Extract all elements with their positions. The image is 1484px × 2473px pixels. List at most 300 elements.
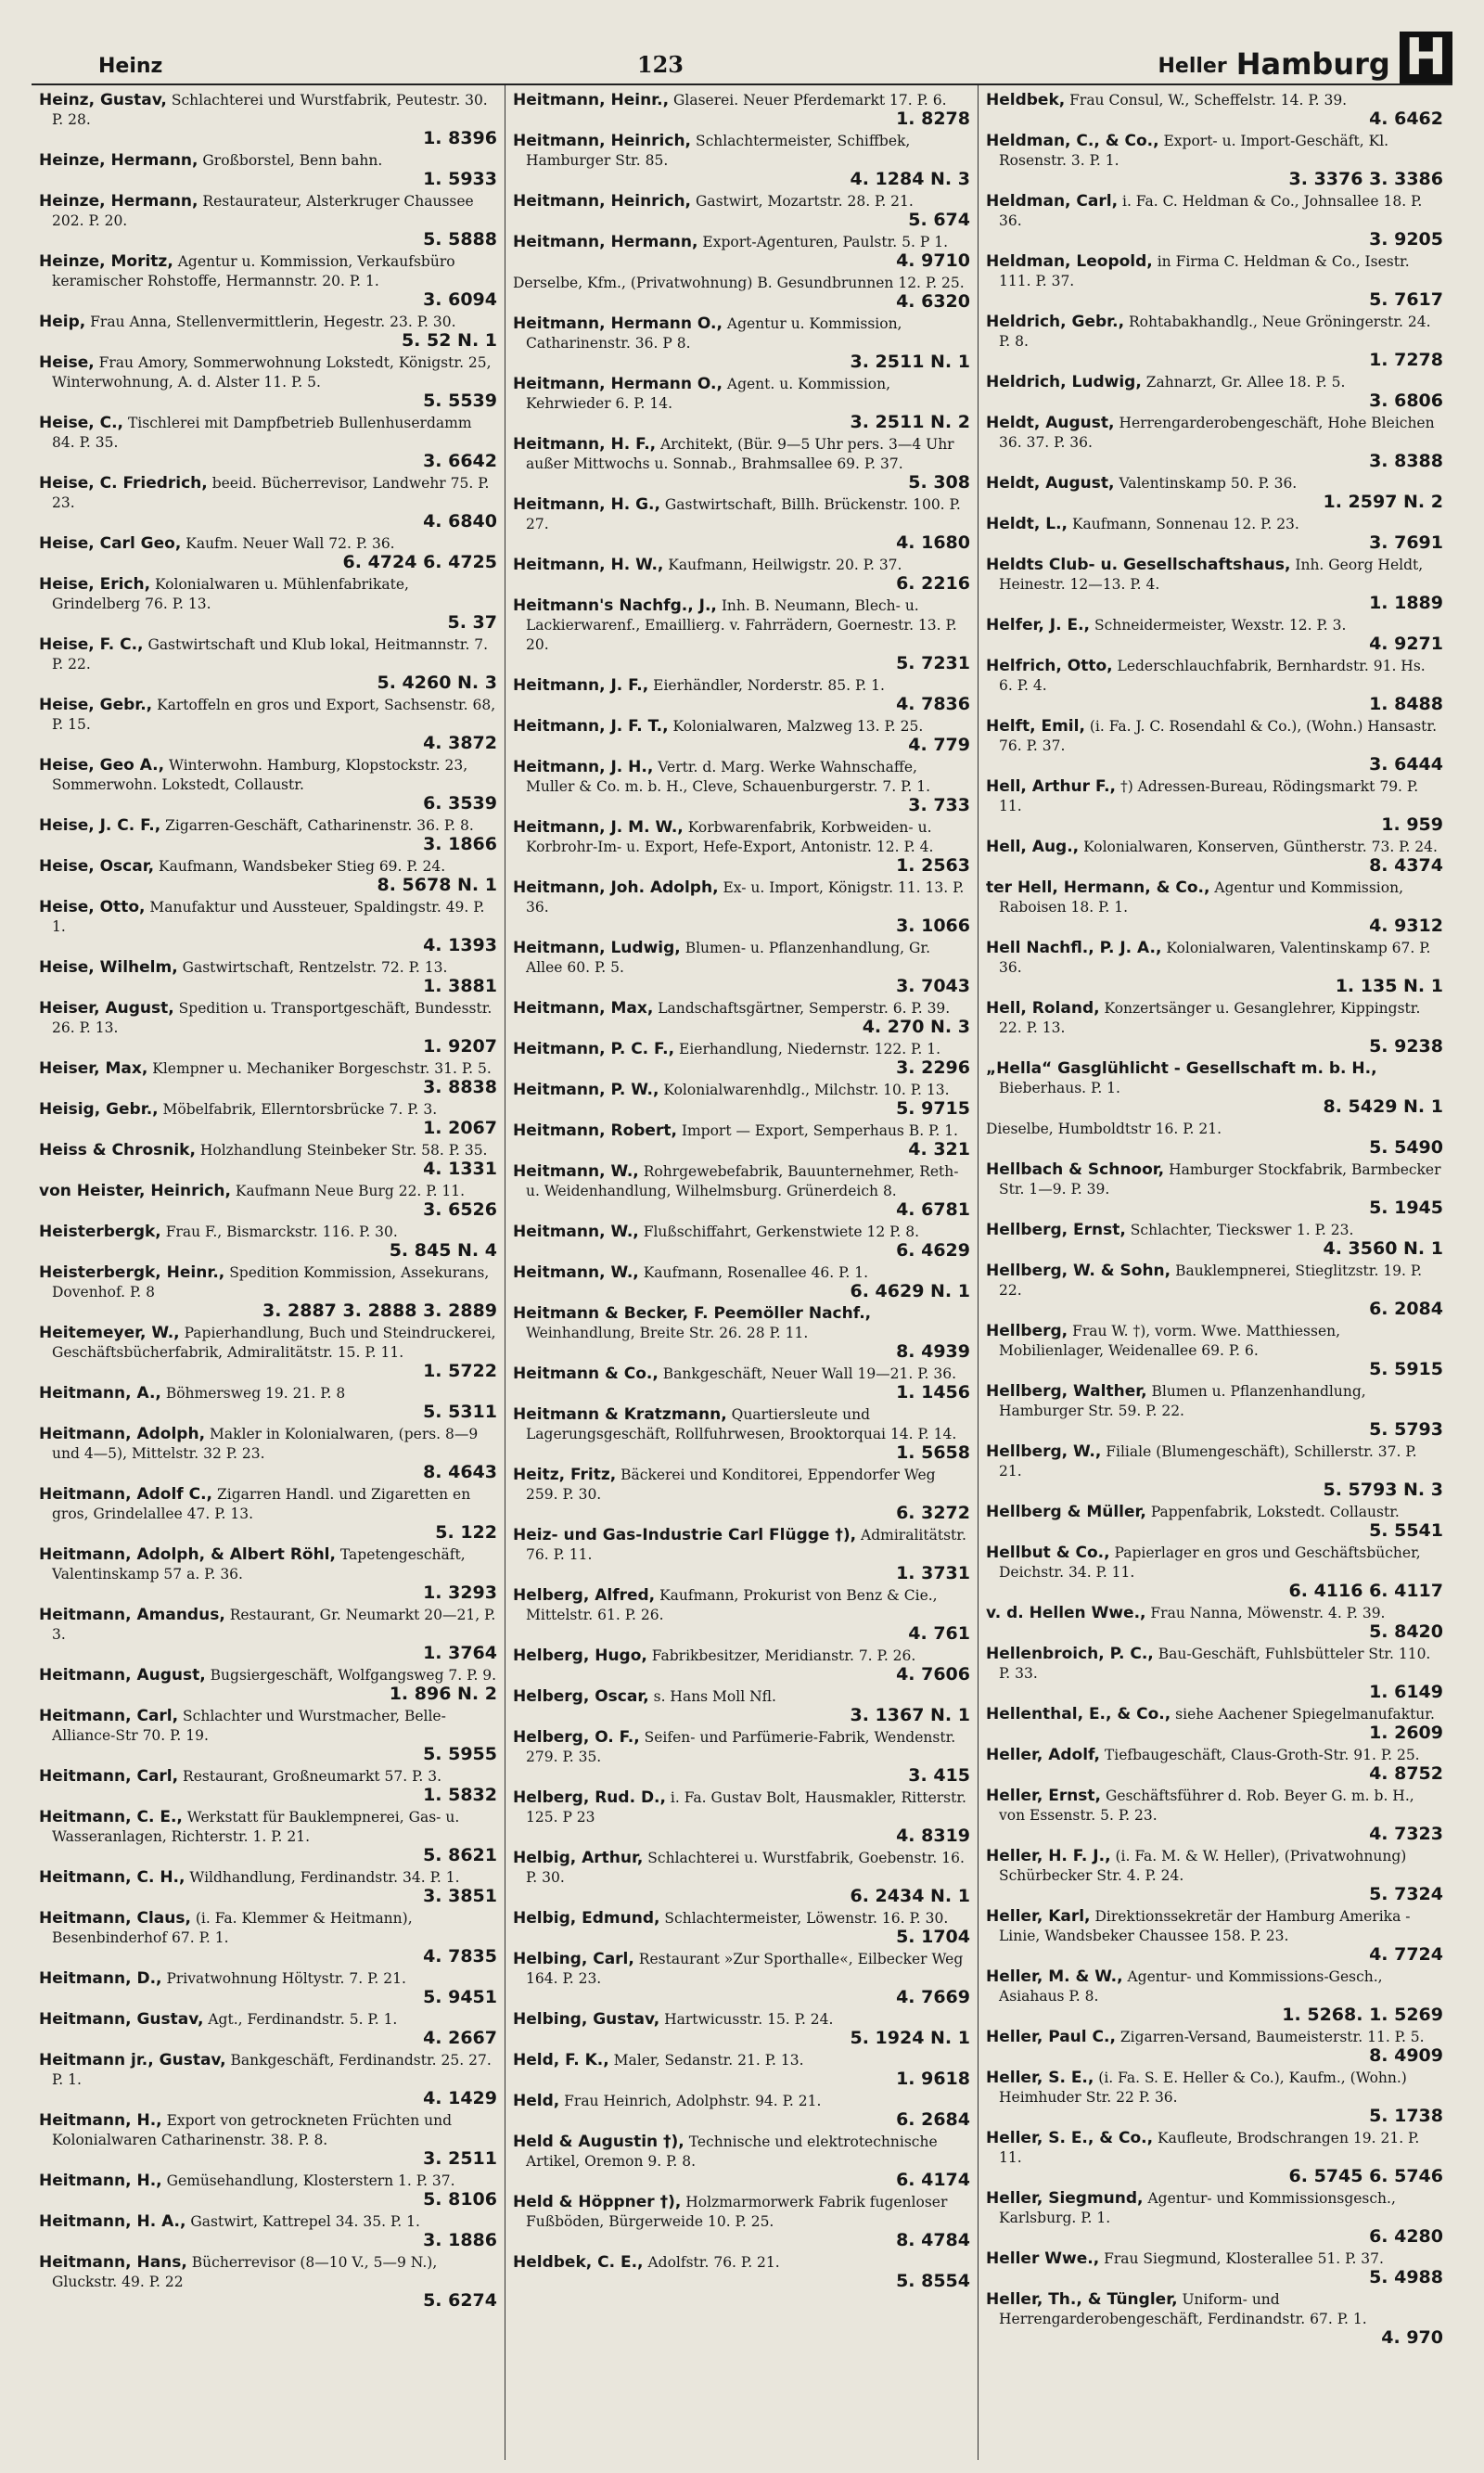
directory-entry	[39, 999, 497, 1057]
entry-phone: 1. 9618	[896, 2069, 970, 2089]
entry-text	[986, 91, 1443, 110]
entry-text	[513, 435, 970, 474]
directory-entry	[39, 1606, 497, 1663]
entry-details: Architekt, (Bür. 9—5 Uhr pers. 3—4 Uhr außer Mittwochs u. Sonnab., Brahmsallee 69. P. 37.	[526, 436, 954, 472]
entry-name: Held,	[513, 2092, 560, 2110]
entry-name: Hellenthal, E., & Co.,	[986, 1705, 1171, 1723]
entry-name: Heitmann, H. W.,	[513, 556, 664, 574]
entry-name: Helberg, Hugo,	[513, 1647, 647, 1665]
entry-details: Schneidermeister, Wexstr. 12. P. 3.	[1094, 617, 1347, 634]
directory-entry	[986, 373, 1443, 411]
entry-phone: 4. 7669	[896, 1987, 970, 2007]
entry-name: Heitmann, P. W.,	[513, 1081, 659, 1099]
directory-entry	[986, 192, 1443, 250]
directory-entry	[513, 233, 970, 271]
directory-entry	[39, 1182, 497, 1220]
directory-entry	[39, 958, 497, 996]
entry-name: Heitmann, Ludwig,	[513, 939, 681, 957]
directory-entry	[513, 1081, 970, 1119]
entry-phone: 1. 5933	[423, 169, 497, 189]
entry-text	[986, 2189, 1443, 2228]
entry-text	[513, 274, 970, 293]
directory-entry	[513, 1647, 970, 1685]
entry-phone: 4. 6781	[896, 1199, 970, 1220]
entry-name: Heinze, Hermann,	[39, 192, 198, 211]
entry-phone: 5. 8554	[896, 2271, 970, 2291]
entry-details: Schlachtermeister, Löwenstr. 16. P. 30.	[664, 1910, 949, 1927]
entry-details: Kaufmann, Prokurist von Benz & Cie., Mittelstr. 61. P. 26.	[526, 1587, 938, 1623]
entry-phone: 4. 1680	[896, 532, 970, 553]
entry-text	[39, 1100, 497, 1120]
entry-details: Agentur u. Kommission, Verkaufsbüro keramischer Rohstoffe, Hermannstr. 20. P. 1.	[52, 253, 455, 289]
directory-entry	[986, 777, 1443, 835]
entry-details: Tiefbaugeschäft, Claus-Groth-Str. 91. P. 25.	[1104, 1747, 1420, 1763]
entry-name: Heisterbergk, Heinr.,	[39, 1263, 225, 1282]
entry-details: Bugsiergeschäft, Wolfgangsweg 7. P. 9.	[210, 1667, 497, 1684]
entry-details: Zahnarzt, Gr. Allee 18. P. 5.	[1145, 374, 1346, 391]
directory-entry	[513, 1263, 970, 1301]
entry-text	[39, 2010, 497, 2030]
entry-text	[986, 1847, 1443, 1886]
entry-text	[513, 818, 970, 857]
entry-phone: 1. 8488	[1369, 694, 1443, 714]
entry-name: Hellbut & Co.,	[986, 1544, 1110, 1562]
directory-entry	[39, 635, 497, 693]
entry-details: Inh. Georg Heldt, Heinestr. 12—13. P. 4.	[999, 557, 1424, 593]
entry-name: Heitmann, W.,	[513, 1162, 639, 1181]
entry-details: Kolonialwaren, Valentinskamp 67. P. 36.	[999, 940, 1431, 976]
entry-phone: 1. 9207	[423, 1036, 497, 1057]
directory-entry	[39, 2253, 497, 2311]
directory-entry	[39, 2010, 497, 2048]
entry-text	[513, 999, 970, 1019]
entry-text	[513, 939, 970, 978]
directory-entry	[513, 818, 970, 876]
directory-entry	[39, 1384, 497, 1422]
entry-details: Pappenfabrik, Lokstedt. Collaustr.	[1150, 1504, 1400, 1520]
entry-phone: 3. 6094	[423, 289, 497, 310]
directory-entry	[986, 1503, 1443, 1541]
entry-details: Restaurateur, Alsterkruger Chaussee 202. P. 20.	[52, 193, 474, 229]
directory-entry	[39, 313, 497, 351]
entry-name: Hell, Aug.,	[986, 838, 1080, 856]
entry-details: beeid. Bücherrevisor, Landwehr 75. P. 23.	[52, 475, 490, 511]
directory-entry	[986, 878, 1443, 936]
entry-phone: 4. 7724	[1369, 1944, 1443, 1965]
entry-details: Bankgeschäft, Ferdinandstr. 25. 27. P. 1.	[52, 2052, 492, 2088]
entry-name: Heise, Wilhelm,	[39, 958, 178, 977]
entry-name: Heitmann & Becker, F. Peemöller Nachf.,	[513, 1304, 872, 1323]
entry-details: Bankgeschäft, Neuer Wall 19—21. P. 36.	[662, 1365, 957, 1382]
entry-details: Holzhandlung Steinbeker Str. 58. P. 35.	[199, 1142, 488, 1159]
entry-phone: 1. 2067	[423, 1118, 497, 1138]
entry-details: Kaufmann, Sonnenau 12. P. 23.	[1071, 516, 1299, 532]
entry-text	[39, 1182, 497, 1201]
entry-text	[513, 1586, 970, 1625]
directory-entry	[39, 151, 497, 189]
entry-name: Heiz- und Gas-Industrie Carl Flügge †),	[513, 1526, 857, 1544]
directory-entry	[986, 515, 1443, 553]
entry-text	[986, 252, 1443, 291]
entry-name: Heller, S. E.,	[986, 2069, 1094, 2087]
entry-text	[513, 1365, 970, 1384]
entry-phone: 3. 6642	[423, 451, 497, 471]
entry-name: Heisterbergk,	[39, 1223, 161, 1241]
entry-details: Bieberhaus. P. 1.	[999, 1080, 1120, 1096]
directory-entry	[513, 2253, 970, 2291]
entry-details: Kolonialwaren u. Mühlenfabrikate, Grindelberg 76. P. 13.	[52, 576, 409, 612]
directory-entry	[39, 1767, 497, 1805]
entry-phone: 4. 7835	[423, 1946, 497, 1967]
entry-text	[986, 939, 1443, 978]
entry-name: Helbing, Carl,	[513, 1950, 634, 1968]
entry-name: ter Hell, Hermann, & Co.,	[986, 878, 1210, 897]
entry-details: Winterwohn. Hamburg, Klopstockstr. 23, Sommerwohn. Lokstedt, Collaustr.	[52, 757, 468, 793]
entry-name: Heitmann, Hermann O.,	[513, 375, 723, 393]
entry-name: Heiser, August,	[39, 999, 174, 1018]
directory-entry	[39, 1485, 497, 1543]
entry-text	[39, 958, 497, 978]
entry-details: (i. Fa. M. & W. Heller), (Privatwohnung) Schürbecker Str. 4. P. 24.	[999, 1848, 1407, 1884]
entry-details: Papierhandlung, Buch und Steindruckerei, Geschäftsbücherfabrik, Admiralitätstr. 15. P. 11.	[52, 1325, 496, 1361]
entry-name: Heitmann, A.,	[39, 1384, 161, 1403]
entry-details: Restaurant, Gr. Neumarkt 20—21, P. 3.	[52, 1607, 496, 1643]
directory-entry	[39, 1909, 497, 1967]
entry-phone: 6. 4174	[896, 2170, 970, 2190]
entry-text	[986, 1645, 1443, 1684]
directory-entry	[986, 1120, 1443, 1158]
entry-details: Klempner u. Mechaniker Borgeschstr. 31. P. 5.	[152, 1060, 492, 1077]
entry-name: Heise, C. Friedrich,	[39, 474, 208, 493]
directory-entry	[513, 556, 970, 594]
directory-entry	[986, 657, 1443, 714]
entry-details: Frau Nanna, Möwenstr. 4. P. 39.	[1150, 1605, 1386, 1621]
entry-text	[39, 252, 497, 291]
entry-name: Heller, Karl,	[986, 1907, 1091, 1926]
entry-name: Heiss & Chrosnik,	[39, 1141, 196, 1160]
directory-entry	[513, 192, 970, 230]
entry-details: Fabrikbesitzer, Meridianstr. 7. P. 26.	[651, 1647, 916, 1664]
directory-entry	[513, 375, 970, 432]
entry-phone: 4. 761	[908, 1623, 970, 1644]
directory-entry	[513, 1788, 970, 1846]
entry-phone: 3. 1866	[423, 834, 497, 854]
entry-phone: 5. 5915	[1369, 1359, 1443, 1379]
entry-phone: 4. 1331	[423, 1159, 497, 1179]
page-number: 123	[636, 51, 684, 78]
entry-text	[986, 1262, 1443, 1301]
entry-details: Import — Export, Semperhaus B. P. 1.	[681, 1122, 958, 1139]
entry-phone: 3. 9205	[1369, 229, 1443, 250]
directory-entry	[513, 2133, 970, 2190]
column-2	[505, 85, 978, 2460]
entry-details: Blumen u. Pflanzenhandlung, Hamburger Str. 59. P. 22.	[999, 1383, 1366, 1419]
entry-details: Spedition Kommission, Assekurans, Dovenhof. P. 8	[52, 1264, 490, 1301]
entry-text	[513, 1405, 970, 1444]
directory-entry	[986, 1059, 1443, 1117]
directory-entry	[513, 1586, 970, 1644]
entry-name: Heitmann & Co.,	[513, 1365, 659, 1383]
entry-details: Schlachter, Tieckswег 1. P. 23.	[1130, 1222, 1354, 1238]
entry-name: Hellberg,	[986, 1322, 1068, 1340]
entry-text	[39, 1767, 497, 1787]
directory-entry	[986, 2069, 1443, 2126]
entry-name: Heitmann, W.,	[513, 1223, 639, 1241]
entry-name: Heitmann, Adolf C.,	[39, 1485, 213, 1504]
directory-entry	[513, 495, 970, 553]
entry-phone: 6. 4629 N. 1	[850, 1281, 970, 1301]
directory-entry	[513, 435, 970, 493]
entry-phone: 1. 2597 N. 2	[1323, 492, 1443, 512]
entry-text	[986, 1705, 1443, 1724]
entry-text	[513, 1526, 970, 1565]
entry-phone: 4. 779	[908, 735, 970, 755]
entry-text	[986, 373, 1443, 392]
directory-entry	[986, 1705, 1443, 1743]
entry-text	[39, 1223, 497, 1242]
entry-phone: 8. 4909	[1369, 2045, 1443, 2066]
entry-details: Blumen- u. Pflanzenhandlung, Gr. Allee 60. P. 5.	[526, 940, 931, 976]
entry-details: Glaserei. Neuer Pferdemarkt 17. P. 6.	[672, 92, 947, 109]
entry-details: Adolfstr. 76. P. 21.	[647, 2254, 780, 2271]
header-first-entry: Heinz	[98, 55, 163, 78]
entry-name: Heldrich, Gebr.,	[986, 313, 1125, 331]
entry-text	[39, 1485, 497, 1524]
entry-phone: 1. 3731	[896, 1563, 970, 1583]
entry-phone: 1. 7278	[1369, 350, 1443, 370]
entry-phone: 5. 5539	[423, 391, 497, 411]
entry-name: Heinz, Gustav,	[39, 91, 167, 109]
entry-phone: 5. 5793 N. 3	[1323, 1480, 1443, 1500]
entry-text	[986, 515, 1443, 534]
entry-phone: 6. 5745 6. 5746	[1288, 2166, 1443, 2186]
entry-text	[513, 1263, 970, 1283]
entry-phone: 5. 9238	[1369, 1036, 1443, 1057]
entry-details: Geschäftsführer d. Rob. Beyer G. m. b. H., von Essenstr. 5. P. 23.	[999, 1787, 1414, 1824]
entry-name: Helbig, Edmund,	[513, 1909, 660, 1928]
entry-details: Gastwirtschaft, Rentzelstr. 72. P. 13.	[182, 959, 448, 976]
entry-details: (i. Fa. Klemmer & Heitmann), Besenbinderhof 67. P. 1.	[52, 1910, 413, 1946]
entry-phone: 4. 270 N. 3	[862, 1017, 970, 1037]
directory-entry	[513, 2193, 970, 2250]
directory-entry	[986, 556, 1443, 613]
entry-phone: 6. 4629	[896, 1240, 970, 1261]
entry-text	[986, 1503, 1443, 1522]
entry-text	[513, 132, 970, 171]
entry-name: Heller Wwe.,	[986, 2249, 1100, 2268]
entry-details: Frau F., Bismarckstr. 116. P. 30.	[165, 1224, 398, 1240]
entry-text	[513, 2193, 970, 2232]
directory-entry	[986, 717, 1443, 775]
entry-details: siehe Aachener Spiegelmanufaktur.	[1175, 1706, 1435, 1723]
entry-name: Heitmann, J. M. W.,	[513, 818, 684, 837]
entry-text	[39, 898, 497, 937]
entry-text	[986, 1967, 1443, 2006]
directory-entry	[986, 91, 1443, 129]
entry-name: Heitmann, Adolph,	[39, 1425, 206, 1443]
entry-details: Zigarren Handl. und Zigaretten en gros, Grindelallee 47. P. 13.	[52, 1486, 471, 1522]
entry-text	[39, 151, 497, 171]
entry-text	[986, 878, 1443, 917]
directory-entry	[986, 1442, 1443, 1500]
entry-details: Bau-Geschäft, Fuhlsbütteler Str. 110. P. 33.	[999, 1646, 1431, 1682]
directory-entry	[39, 696, 497, 753]
entry-name: Heldbek, C. E.,	[513, 2253, 644, 2272]
entry-text	[986, 1221, 1443, 1240]
entry-phone: 3. 6526	[423, 1199, 497, 1220]
directory-entry	[39, 474, 497, 532]
entry-phone: 4. 7836	[896, 694, 970, 714]
entry-text	[39, 414, 497, 453]
entry-name: Heldts Club- u. Gesellschaftshaus,	[986, 556, 1291, 574]
entry-phone: 3. 6806	[1369, 391, 1443, 411]
entry-phone: 5. 1924 N. 1	[850, 2028, 970, 2048]
entry-details: Gastwirtschaft, Billh. Brückenstr. 100. P. 27.	[526, 496, 961, 532]
entry-name: Heldbek,	[986, 91, 1066, 109]
entry-name: Hell, Roland,	[986, 999, 1100, 1018]
entry-name: Heitmann, Adolph, & Albert Röhl,	[39, 1545, 336, 1564]
directory-entry	[39, 2212, 497, 2250]
entry-phone: 3. 3376 3. 3386	[1288, 169, 1443, 189]
directory-entry	[513, 1040, 970, 1078]
directory-entry	[39, 1707, 497, 1764]
directory-entry	[986, 1645, 1443, 1702]
entry-details: Restaurant »Zur Sporthalle«, Eilbecker Weg 164. P. 23.	[526, 1951, 964, 1987]
entry-phone: 6. 3539	[423, 793, 497, 814]
entry-name: Heitmann, Hans,	[39, 2253, 187, 2272]
entry-name: Heise, Otto,	[39, 898, 146, 916]
entry-name: Heldt, August,	[986, 414, 1115, 432]
entry-name: Heitmann, Heinrich,	[513, 132, 692, 150]
column-3	[978, 85, 1451, 2460]
entry-text	[513, 2010, 970, 2030]
directory-entry	[39, 1868, 497, 1906]
entry-text	[513, 1950, 970, 1989]
entry-text	[986, 1120, 1443, 1139]
entry-details: Frau Siegmund, Klosterallee 51. P. 37.	[1104, 2250, 1384, 2267]
entry-phone: 5. 9451	[423, 1987, 497, 2007]
entry-phone: 3. 733	[908, 795, 970, 815]
entry-details: Ex- u. Import, Königstr. 11. 13. P. 36.	[526, 879, 965, 916]
directory-entry	[513, 1687, 970, 1725]
entry-name: Helbing, Gustav,	[513, 2010, 660, 2029]
entry-name: Heitmann, J. F.,	[513, 676, 649, 695]
entry-details: Tapetengeschäft, Valentinskamp 57 a. P. 36.	[52, 1546, 466, 1582]
entry-details: Kaufmann, Heilwigstr. 20. P. 37.	[668, 557, 902, 573]
entry-text	[39, 1909, 497, 1948]
entry-name: Heldman, Leopold,	[986, 252, 1153, 271]
entry-name: Heise, Oscar,	[39, 857, 155, 876]
entry-text	[513, 314, 970, 353]
entry-details: †) Adressen-Bureau, Rödingsmarkt 79. P. 11.	[999, 778, 1419, 814]
directory-entry	[39, 252, 497, 310]
entry-text	[39, 1606, 497, 1645]
entry-name: Heitmann jr., Gustav,	[39, 2051, 226, 2069]
entry-details: Frau Heinrich, Adolphstr. 94. P. 21.	[564, 2093, 822, 2109]
entry-name: Heller, Paul C.,	[986, 2028, 1116, 2046]
entry-text	[39, 1969, 497, 1989]
entry-details: Frau Amory, Sommerwohnung Lokstedt, Königstr. 25, Winterwohnung, A. d. Alster 11. P. 5.	[52, 354, 492, 391]
entry-details: Kolonialwaren, Malzweg 13. P. 25.	[672, 718, 924, 735]
entry-phone: 4. 1429	[423, 2088, 497, 2108]
entry-details: Landschaftsgärtner, Semperstr. 6. P. 39.	[658, 1000, 951, 1017]
entry-phone: 5. 37	[447, 612, 497, 633]
entry-name: Heitmann, P. C. F.,	[513, 1040, 675, 1058]
directory-entry	[513, 314, 970, 372]
entry-text	[513, 1849, 970, 1888]
entry-name: Heitmann, Claus,	[39, 1909, 191, 1928]
entry-phone: 4. 3872	[423, 733, 497, 753]
entry-name: Heldman, Carl,	[986, 192, 1119, 211]
entry-text	[986, 2129, 1443, 2168]
entry-phone: 5. 4988	[1369, 2267, 1443, 2287]
entry-text	[513, 717, 970, 737]
entry-text	[39, 2111, 497, 2150]
directory-entry	[513, 1304, 970, 1362]
entry-phone: 4. 7323	[1369, 1824, 1443, 1844]
directory-entry	[513, 2051, 970, 2089]
entry-details: Quartiersleute und Lagerungsgeschäft, Rollfuhrwesen, Brooktorquai 14. P. 14.	[526, 1406, 957, 1442]
entry-name: Heitmann, Heinrich,	[513, 192, 692, 211]
entry-phone: 5. 7617	[1369, 289, 1443, 310]
entry-phone: 3. 2511 N. 1	[850, 352, 970, 372]
directory-entry	[513, 1223, 970, 1261]
entry-text	[513, 1909, 970, 1928]
entry-phone: 5. 8420	[1369, 1621, 1443, 1642]
directory-entry	[513, 1121, 970, 1160]
entry-details: Kaufmann, Rosenallee 46. P. 1.	[643, 1264, 869, 1281]
directory-entry	[39, 2111, 497, 2169]
entry-details: Export- u. Import-Geschäft, Kl. Rosenstr. 3. P. 1.	[999, 133, 1389, 169]
entry-phone: 1. 3764	[423, 1643, 497, 1663]
header-right	[1158, 28, 1452, 86]
entry-text	[513, 495, 970, 534]
entry-name: Heise, C.,	[39, 414, 124, 432]
entry-phone: 3. 1886	[423, 2230, 497, 2250]
entry-phone: 5. 5888	[423, 229, 497, 250]
directory-entry	[986, 313, 1443, 370]
entry-name: Held & Höppner †),	[513, 2193, 682, 2211]
entry-text	[986, 474, 1443, 493]
entry-phone: 3. 6444	[1369, 754, 1443, 775]
entry-name: Heitmann, Hermann,	[513, 233, 698, 251]
entry-name: Heise, F. C.,	[39, 635, 144, 654]
entry-phone: 5. 1704	[896, 1927, 970, 1947]
entry-phone: 1. 8278	[896, 109, 970, 129]
directory-entry	[513, 1162, 970, 1220]
entry-name: Held & Augustin †),	[513, 2133, 684, 2151]
entry-text	[986, 1160, 1443, 1199]
entry-phone: 1. 3293	[423, 1582, 497, 1603]
entry-phone: 4. 8319	[896, 1826, 970, 1846]
entry-name: Heitmann, D.,	[39, 1969, 162, 1988]
entry-text	[513, 556, 970, 575]
entry-details: Uniform- und Herrengarderobengeschäft, Ferdinandstr. 67. P. 1.	[999, 2291, 1367, 2327]
entry-name: Hellberg, W. & Sohn,	[986, 1262, 1171, 1280]
entry-text	[986, 1787, 1443, 1826]
entry-text	[39, 2253, 497, 2292]
entry-details: Agentur u. Kommission, Catharinenstr. 36. P 8.	[526, 315, 902, 352]
entry-phone: 4. 1284 N. 3	[850, 169, 970, 189]
entry-name: Heinze, Hermann,	[39, 151, 198, 170]
directory-entry	[986, 1262, 1443, 1319]
entry-phone: 1. 2563	[896, 855, 970, 876]
entry-text	[39, 474, 497, 513]
entry-name: Hellbach & Schnoor,	[986, 1160, 1165, 1179]
entry-text	[513, 1162, 970, 1201]
entry-details: Bücherrevisor (8—10 V., 5—9 N.), Gluckstr. 49. P. 22	[52, 2254, 438, 2290]
entry-phone: 4. 7606	[896, 1664, 970, 1685]
